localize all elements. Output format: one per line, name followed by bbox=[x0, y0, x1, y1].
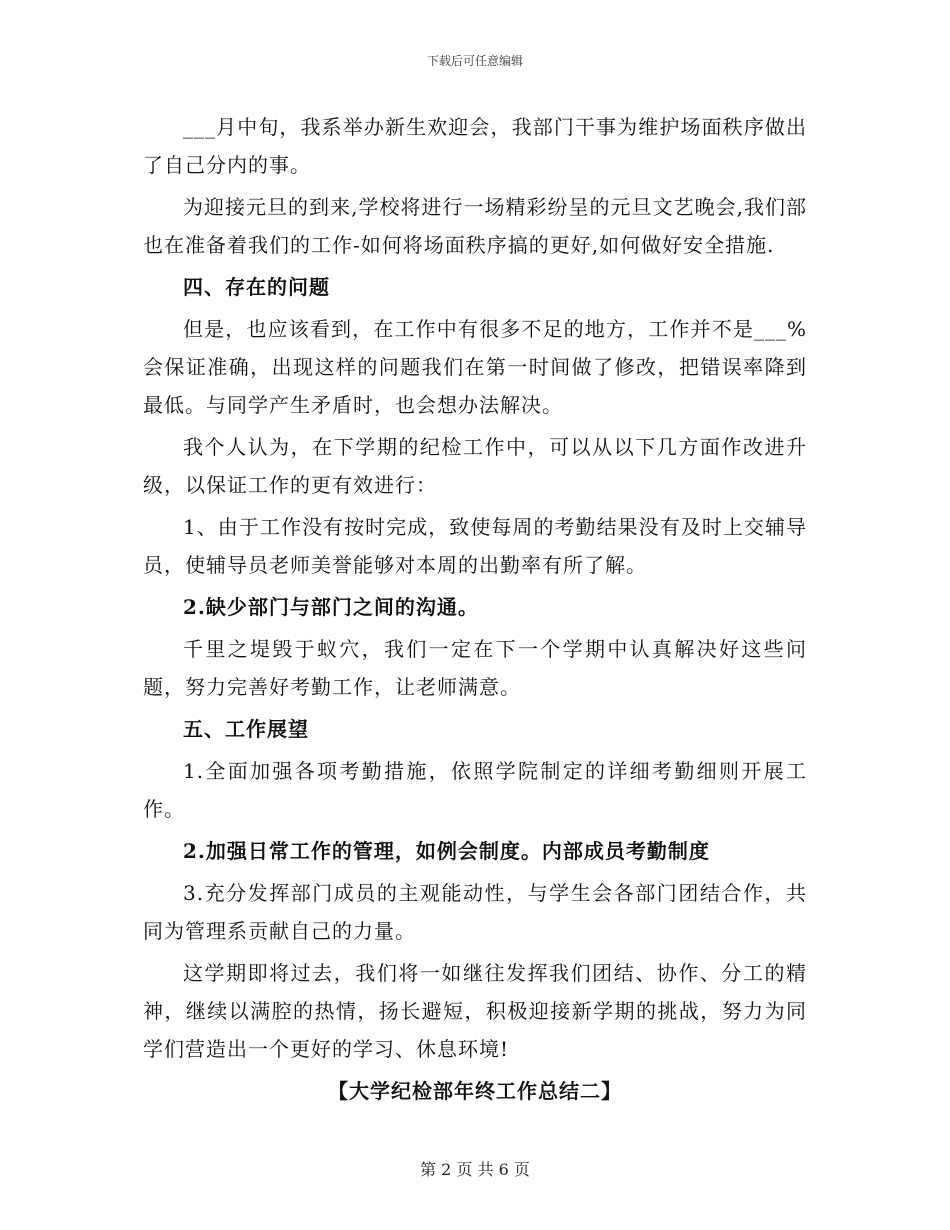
document-body bbox=[143, 108, 807, 1110]
heading-outlook-2: 2.加强日常工作的管理，如例会制度。内部成员考勤制度 bbox=[183, 839, 710, 863]
paragraph-closing: 这学期即将过去，我们将一如继往发挥我们团结、协作、分工的精神，继续以满腔的热情，扬长避短，积极迎接新学期的挑战，努力为同学们营造出一个更好的学习、休息环境! bbox=[143, 961, 807, 1061]
next-section-title: 【大学纪检部年终工作总结二】 bbox=[328, 1079, 622, 1103]
page-header-note: 下载后可任意编辑 bbox=[426, 54, 523, 68]
heading-issue-2: 2.缺少部门与部门之间的沟通。 bbox=[183, 595, 479, 619]
paragraph-outlook-1: 1.全面加强各项考勤措施，依照学院制定的详细考勤细则开展工作。 bbox=[143, 759, 807, 821]
paragraph-welcome-meeting: ___月中旬，我系举办新生欢迎会，我部门干事为维护场面秩序做出了自己分内的事。 bbox=[143, 115, 807, 177]
paragraph-outlook-3: 3.充分发挥部门成员的主观能动性，与学生会各部门团结合作，共同为管理系贡献自己的力量。 bbox=[143, 881, 807, 943]
section-heading-outlook: 五、工作展望 bbox=[183, 717, 309, 741]
paragraph-issue-1: 1、由于工作没有按时完成，致使每周的考勤结果没有及时上交辅导员，使辅导员老师美誉能够对本周的出勤率有所了解。 bbox=[143, 515, 807, 577]
paragraph-resolution: 千里之堤毁于蚁穴，我们一定在下一个学期中认真解决好这些问题，努力完善好考勤工作，让老师满意。 bbox=[143, 637, 807, 699]
page-number: 第 2 页 共 6 页 bbox=[420, 1160, 530, 1179]
paragraph-new-year-gala: 为迎接元旦的到来,学校将进行一场精彩纷呈的元旦文艺晚会,我们部也在准备着我们的工作-如何将场面秩序搞的更好,如何做好安全措施. bbox=[143, 195, 807, 257]
paragraph-shortcomings: 但是，也应该看到，在工作中有很多不足的地方，工作并不是___%会保证准确，出现这样的问题我们在第一时间做了修改，把错误率降到最低。与同学产生矛盾时，也会想办法解决。 bbox=[143, 317, 807, 417]
section-heading-problems: 四、存在的问题 bbox=[183, 275, 330, 299]
paragraph-improvement-intro: 我个人认为，在下学期的纪检工作中，可以从以下几方面作改进升级，以保证工作的更有效进行： bbox=[143, 435, 807, 497]
